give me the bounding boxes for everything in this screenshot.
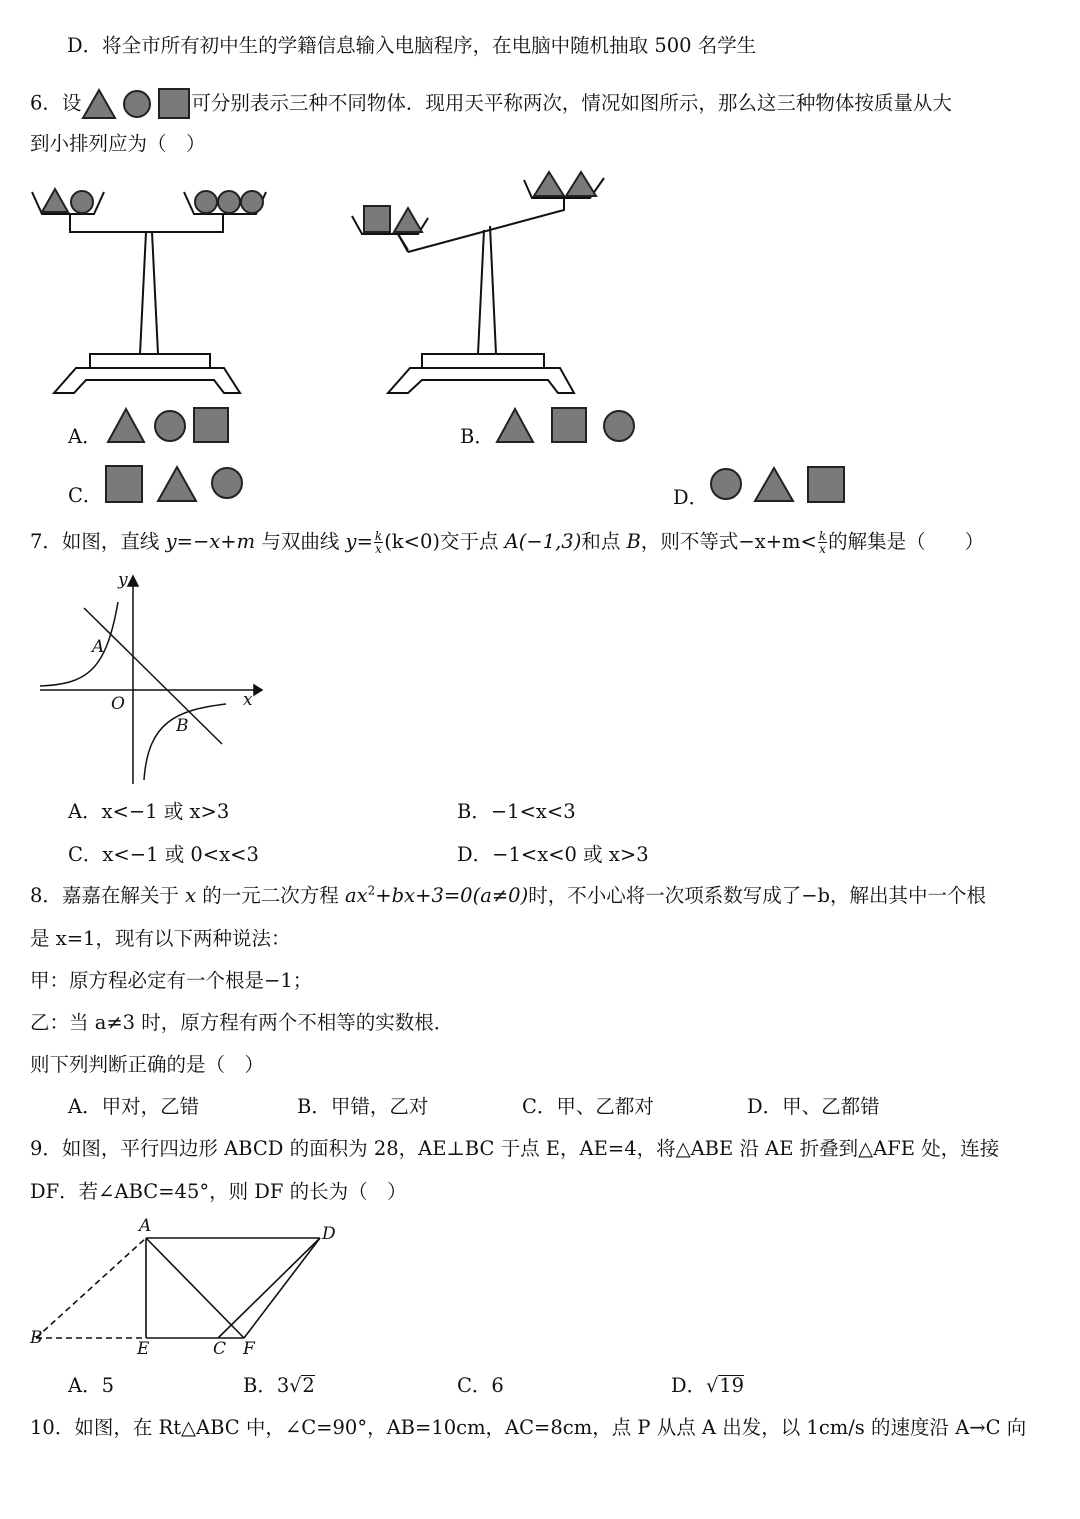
square-icon bbox=[159, 89, 189, 118]
q8-option-a[interactable]: A．甲对，乙错 bbox=[68, 1095, 200, 1118]
q6-line2: 到小排列应为（ ） bbox=[30, 132, 206, 155]
q9-option-a[interactable]: A．5 bbox=[68, 1374, 114, 1397]
triangle-icon bbox=[755, 468, 793, 501]
square-icon bbox=[808, 467, 844, 502]
segment-AF bbox=[146, 1238, 244, 1338]
segment-DF bbox=[244, 1238, 320, 1338]
q6-option-a-shapes bbox=[106, 405, 232, 445]
q9-option-b[interactable] bbox=[243, 1373, 315, 1399]
q6-option-a[interactable] bbox=[68, 424, 102, 450]
q6-option-c-shapes bbox=[104, 463, 250, 505]
q9-line1: 9．如图，平行四边形 ABCD 的面积为 28，AE⊥BC 于点 E，AE=4，将△ABE 沿 AE 折叠到△AFE 处，连接 bbox=[30, 1137, 1000, 1160]
q6-option-d-label: D． bbox=[673, 486, 709, 509]
triangle-icon bbox=[497, 409, 533, 442]
q6-option-a-label: A． bbox=[68, 425, 102, 448]
q9-line2: DF．若∠ABC=45°，则 DF 的长为（ ） bbox=[30, 1180, 407, 1203]
q7-fraction: $\frac{k}{x}$ bbox=[374, 529, 383, 556]
q6-inline-shapes bbox=[81, 87, 191, 121]
q10-line1: 10．如图，在 Rt△ABC 中，∠C=90°，AB=10cm，AC=8cm，点 P 从点 A 出发，以 1cm/s 的速度沿 A→C 向 bbox=[30, 1416, 1027, 1439]
q9-option-d[interactable] bbox=[671, 1373, 744, 1399]
line-graph bbox=[84, 608, 222, 744]
q7-label-x: x bbox=[243, 690, 253, 710]
segment-CD bbox=[218, 1238, 320, 1338]
q7-point-b: B bbox=[626, 530, 641, 553]
q8-option-d[interactable]: D．甲、乙都错 bbox=[747, 1095, 880, 1118]
q8-line3: 甲：原方程必定有一个根是−1； bbox=[30, 969, 313, 992]
hyperbola-branch-left bbox=[40, 602, 118, 686]
q7-text: 与双曲线 bbox=[255, 530, 346, 553]
q6-option-c[interactable] bbox=[68, 483, 102, 509]
circle-icon bbox=[218, 191, 240, 213]
q7-text: 的解集是（ ） bbox=[828, 530, 985, 553]
q9-option-d-radicand: 19 bbox=[719, 1374, 745, 1397]
triangle-icon bbox=[42, 189, 68, 212]
q7-text: 7．如图，直线 bbox=[30, 530, 166, 553]
circle-icon bbox=[212, 468, 242, 498]
triangle-icon bbox=[566, 172, 596, 196]
q9-option-b-prefix: B．3 bbox=[243, 1374, 290, 1397]
q9-label-B: B bbox=[30, 1328, 43, 1348]
q6-option-c-label: C． bbox=[68, 484, 103, 507]
circle-icon bbox=[711, 469, 741, 499]
q6-option-d[interactable] bbox=[673, 485, 708, 511]
q8-text: 8．嘉嘉在解关于 bbox=[30, 884, 186, 907]
square-icon bbox=[364, 206, 390, 232]
q8-var-x: x bbox=[185, 884, 197, 907]
triangle-icon bbox=[158, 467, 196, 501]
circle-icon bbox=[155, 411, 185, 441]
q7-label-A: A bbox=[92, 637, 105, 657]
q6-option-b[interactable] bbox=[460, 424, 494, 450]
q8-exponent: 2 bbox=[367, 883, 376, 898]
q8-option-b[interactable]: B．甲错，乙对 bbox=[297, 1095, 429, 1118]
q7-line-equation: y=−x+m bbox=[165, 530, 256, 553]
triangle-icon bbox=[83, 90, 115, 118]
balance-level-figure bbox=[28, 180, 248, 398]
q7-graph bbox=[36, 572, 266, 787]
q7-text: (k<0)交于点 bbox=[384, 530, 505, 553]
q7-fraction-2: $\frac{k}{x}$ bbox=[818, 529, 827, 556]
q8-equation-rest: +bx+3=0(a≠0) bbox=[375, 884, 529, 907]
q9-option-c[interactable]: C．6 bbox=[457, 1374, 504, 1397]
q9-label-C: C bbox=[213, 1339, 227, 1359]
q9-label-A: A bbox=[139, 1216, 152, 1236]
triangle-icon bbox=[108, 409, 144, 442]
triangle-icon bbox=[534, 172, 564, 196]
q6-option-b-label: B． bbox=[460, 425, 494, 448]
square-icon bbox=[194, 408, 228, 442]
q7-label-y: y bbox=[118, 570, 128, 590]
q8-equation: ax bbox=[345, 884, 368, 907]
square-icon bbox=[552, 408, 586, 442]
q7-label-O: O bbox=[111, 694, 125, 714]
q9-parallelogram-figure bbox=[30, 1222, 350, 1362]
q7-label-B: B bbox=[176, 716, 189, 736]
circle-icon bbox=[604, 411, 634, 441]
sqrt-icon: √ bbox=[706, 1375, 719, 1397]
sqrt-icon: √ bbox=[289, 1375, 302, 1397]
q7-option-b[interactable]: B．−1<x<3 bbox=[457, 800, 576, 823]
q8-line4: 乙：当 a≠3 时，原方程有两个不相等的实数根． bbox=[30, 1011, 454, 1034]
q6-option-b-shapes bbox=[495, 405, 641, 445]
q6-option-d-shapes bbox=[708, 464, 848, 506]
q7-text: ，则不等式−x+m< bbox=[640, 530, 817, 553]
triangle-icon bbox=[394, 208, 422, 232]
q9-label-E: E bbox=[137, 1339, 150, 1359]
circle-icon bbox=[241, 191, 263, 213]
q8-line5: 则下列判断正确的是（ ） bbox=[30, 1053, 265, 1076]
x-axis-arrow-icon bbox=[254, 685, 262, 695]
q9-label-D: D bbox=[322, 1224, 336, 1244]
q9-option-b-radicand: 2 bbox=[302, 1374, 315, 1397]
q7-option-c[interactable]: C．x<−1 或 0<x<3 bbox=[68, 843, 259, 866]
q9-label-F: F bbox=[243, 1339, 255, 1359]
q8-line2: 是 x=1，现有以下两种说法： bbox=[30, 927, 291, 950]
q7-text: 和点 bbox=[581, 530, 627, 553]
y-axis-arrow-icon bbox=[128, 576, 138, 586]
q6-line1 bbox=[30, 87, 952, 121]
square-icon bbox=[106, 466, 142, 502]
q7-option-a[interactable]: A．x<−1 或 x>3 bbox=[68, 800, 230, 823]
q8-line1 bbox=[30, 883, 986, 909]
q9-option-d-prefix: D． bbox=[671, 1374, 707, 1397]
circle-icon bbox=[71, 191, 93, 213]
q8-text: 的一元二次方程 bbox=[196, 884, 346, 907]
q8-option-c[interactable]: C．甲、乙都对 bbox=[522, 1095, 654, 1118]
q5-option-d: D．将全市所有初中生的学籍信息输入电脑程序，在电脑中随机抽取 500 名学生 bbox=[67, 34, 757, 57]
q7-line1 bbox=[30, 529, 984, 555]
q6-line1-text: 可分别表示三种不同物体．现用天平称两次，情况如图所示，那么这三种物体按质量从大 bbox=[191, 91, 952, 115]
balance-tilted-figure bbox=[350, 166, 610, 396]
q7-hyperbola-equation: y= bbox=[345, 530, 373, 553]
segment-AB bbox=[36, 1238, 146, 1338]
circle-icon bbox=[195, 191, 217, 213]
q8-text: 时，不小心将一次项系数写成了−b，解出其中一个根 bbox=[528, 884, 987, 907]
q7-option-d[interactable]: D．−1<x<0 或 x>3 bbox=[457, 843, 649, 866]
q6-number: 6．设 bbox=[30, 91, 82, 115]
circle-icon bbox=[124, 91, 150, 117]
q7-point-a: A(−1,3) bbox=[504, 530, 582, 553]
